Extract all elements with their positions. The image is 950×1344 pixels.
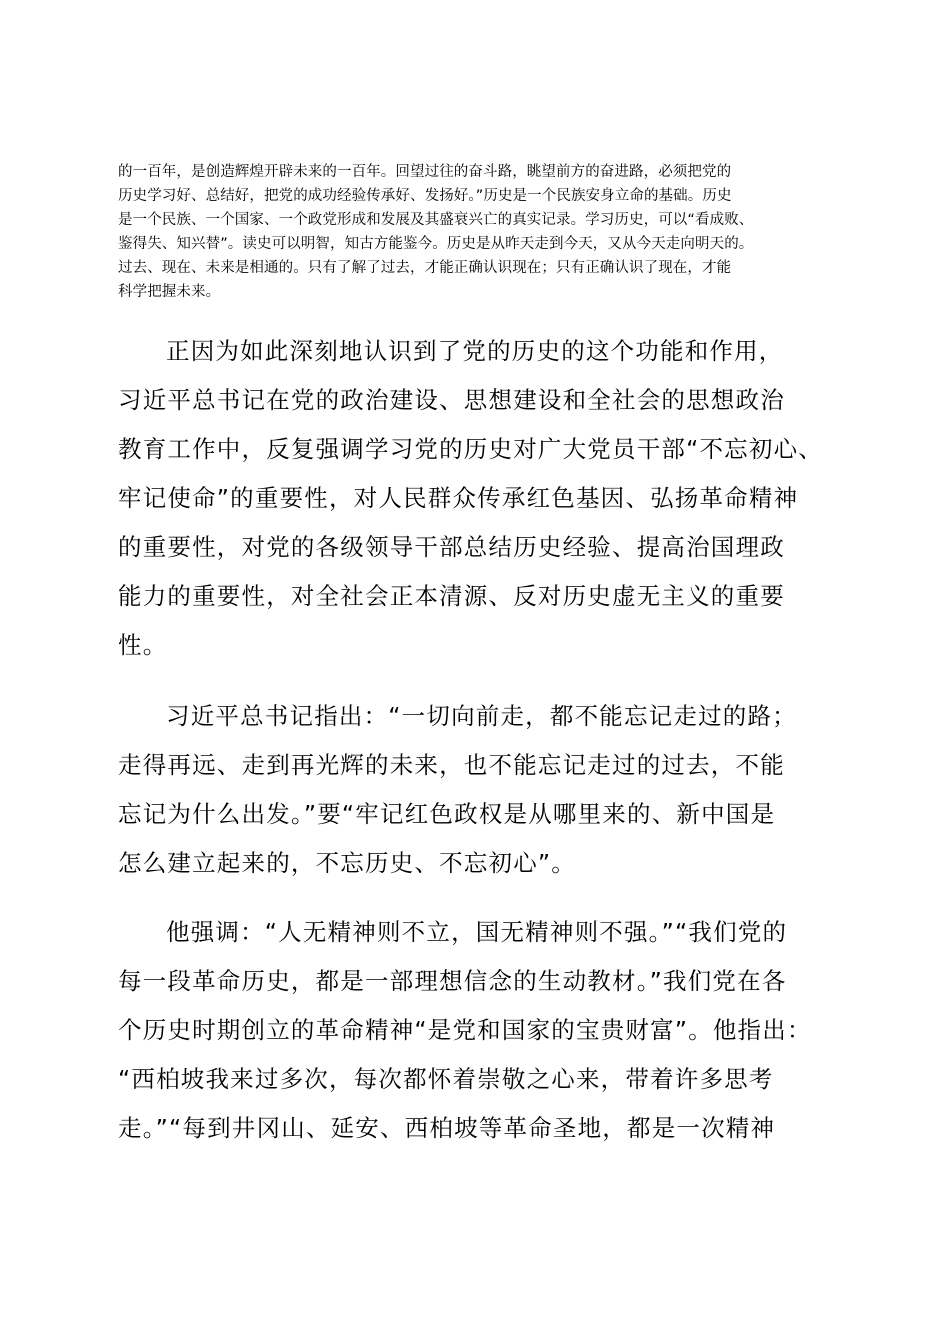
paragraph-line: 能力的重要性，对全社会正本清源、反对历史虚无主义的重要 <box>118 582 785 610</box>
intro-line: 科学把握未来。 <box>118 284 221 300</box>
paragraph-line: 个历史时期创立的革命精神“是党和国家的宝贵财富”。他指出： <box>118 1016 812 1044</box>
paragraph-2 <box>118 692 838 888</box>
intro-line: 过去、现在、未来是相通的。只有了解了过去，才能正确认识现在；只有正确认识了现在，才能 <box>118 260 732 276</box>
paragraph-line: 走得再远、走到再光辉的未来，也不能忘记走过的过去，不能 <box>118 751 785 779</box>
paragraph-line: 怎么建立起来的，不忘历史、不忘初心”。 <box>118 849 576 877</box>
paragraph-line: 的重要性，对党的各级领导干部总结历史经验、提高治国理政 <box>118 533 785 561</box>
intro-line: 历史学习好、总结好，把党的成功经验传承好、发扬好。”历史是一个民族安身立命的基础。历史 <box>118 188 732 204</box>
paragraph-line: 习近平总书记指出：“一切向前走，都不能忘记走过的路； <box>166 702 797 730</box>
paragraph-1 <box>118 327 838 670</box>
paragraph-line: 牢记使命”的重要性，对人民群众传承红色基因、弘扬革命精神 <box>118 484 799 512</box>
paragraph-line: 性。 <box>118 631 168 659</box>
intro-paragraph <box>118 160 838 304</box>
intro-line: 的一百年，是创造辉煌开辟未来的一百年。回望过往的奋斗路，眺望前方的奋进路，必须把党的 <box>118 164 732 180</box>
paragraph-3 <box>118 908 838 1153</box>
intro-line: 鉴得失、知兴替”。读史可以明智，知古方能鉴今。历史是从昨天走到今天，又从今天走向明天的。 <box>118 236 754 252</box>
paragraph-line: 忘记为什么出发。”要“牢记红色政权是从哪里来的、新中国是 <box>118 800 776 828</box>
paragraph-line: 每一段革命历史，都是一部理想信念的生动教材。”我们党在各 <box>118 967 787 995</box>
paragraph-line: 他强调：“人无精神则不立，国无精神则不强。”“我们党的 <box>166 918 788 946</box>
intro-line: 是一个民族、一个国家、一个政党形成和发展及其盛衰兴亡的真实记录。学习历史，可以“看成败、 <box>118 212 754 228</box>
paragraph-line: 走。”“每到井冈山、延安、西柏坡等革命圣地，都是一次精神 <box>118 1114 776 1142</box>
paragraph-line: 正因为如此深刻地认识到了党的历史的这个功能和作用， <box>166 337 784 365</box>
paragraph-line: “西柏坡我来过多次，每次都怀着崇敬之心来，带着许多思考 <box>118 1065 774 1093</box>
paragraph-line: 教育工作中，反复强调学习党的历史对广大党员干部“不忘初心、 <box>118 435 823 463</box>
paragraph-line: 习近平总书记在党的政治建设、思想建设和全社会的思想政治 <box>118 386 785 414</box>
